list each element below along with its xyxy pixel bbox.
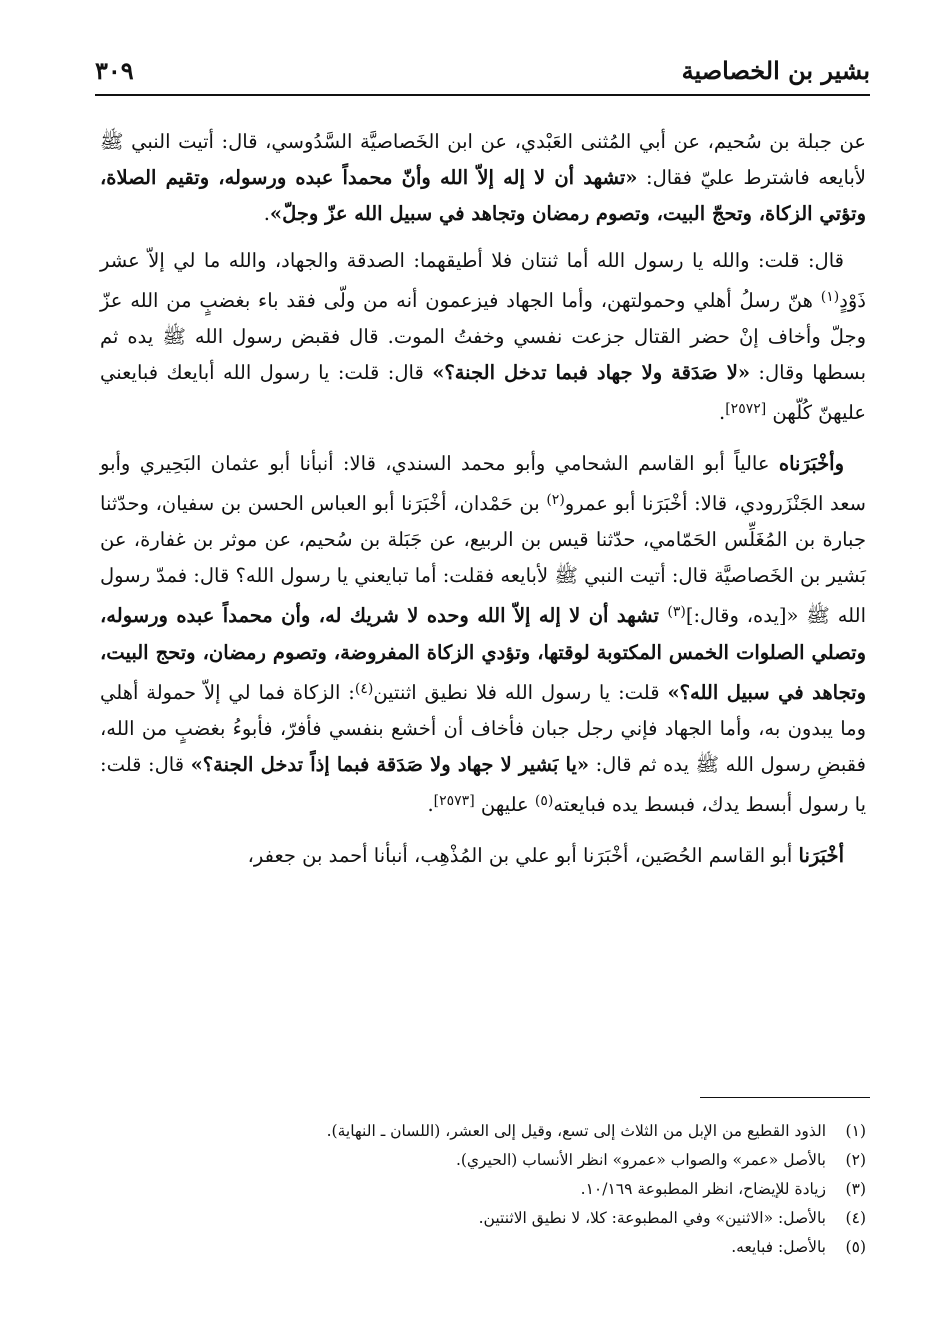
bold-quote: أخْبَرَنا [798,843,844,867]
running-header [95,52,870,92]
bold-quote: «لا صَدَقة ولا جهاد فبما تدخل الجنة؟» [432,361,751,385]
bold-quote: «يا بَشير لا جهاد ولا صَدَقة فبما إذاً تدخل الجنة؟» [190,753,590,777]
footnote-text: زيادة للإيضاح، انظر المطبوعة ١٠/١٦٩. [580,1180,826,1198]
footnote [180,1204,866,1233]
text-run: . [719,401,726,425]
text-run: عليهن [474,793,535,817]
main-text [100,124,866,884]
text-run: هنّ رسلُ أهلي وحمولتهن، وأما الجهاد فيزعمون أنه من ولّى فقد باء بغضبٍ من الله عزّ وجلّ وأخاف إنْ حضر القتال جزعت نفسي وخفتُ الموت. قال فقبض رسول الله ﷺ يده ثم بسطها وقال: [100,288,867,385]
footnote-reference: [٢٥٧٢] [725,401,767,418]
chapter-title: بشير بن الخصاصية [681,56,870,85]
text-run: أبو القاسم الحُصَين، أخْبَرَنا أبو علي بن المُذْهِب، أنبأنا أحمد بن جعفر، [247,843,799,867]
header-divider [95,94,870,96]
text-run: : الزكاة فما لي إلاّ حمولة أهلي وما يبدون به، وأما الجهاد فإني رجل جبان فأخاف أن أخشع بنفسي فأفرّ، فأبوءُ بغضبٍ من الله، فقبضِ رسول الله ﷺ يده ثم قال: [100,680,866,777]
text-run: . [427,793,434,817]
footnote-reference: (٥) [534,793,554,810]
paragraph [100,446,866,824]
footnote-text: بالأصل «عمر» والصواب «عمرو» انظر الأنساب (الحيري). [455,1151,826,1169]
footnote-text: بالأصل: فبايعه. [731,1238,826,1256]
footnote-reference: (٣) [667,604,686,621]
footnote-divider [700,1097,870,1098]
footnote-reference: (١) [820,288,840,305]
text-run: عن جبلة بن سُحيم، عن أبي المُثنى العَبْدي، عن ابن الخَصاصيَّة السَّدُوسي، قال: أتيت النبي ﷺ لأبايعه فاشترط عليّ فقال: [100,130,867,190]
footnote [180,1233,866,1262]
text-run: بن حَمْدان، أخْبَرَنا أبو العباس الحسن بن سفيان، وحدّثنا جبارة بن المُغَلِّس الحَمّامي، حدّثنا قيس بن الربيع، عن جَبَلة بن سُحيم، عن موثر بن غفارة، عن بَشير بن الخَصاصيَّة قال: أتيت النبي ﷺ لأبايعه فقلت: أما تبايعني يا رسول الله؟ قال: فمدّ رسول الله ﷺ «[يده، وقال:] [100,491,866,628]
text-run: قلت: يا رسول الله فلا نطيق اثنتين [373,680,668,704]
text-run: . [263,202,270,226]
footnote [180,1117,866,1146]
text-run: قال: قلت: يا رسول أبسط يدك، فبسط يده فبايعته [100,753,866,817]
paragraph [100,124,866,233]
footnote-reference: [٢٥٧٣] [433,793,475,810]
footnotes [180,1117,866,1262]
footnote-number: (٤) [845,1209,866,1227]
footnote-reference: (٢) [546,491,565,508]
text-run: عالياً أبو القاسم الشحامي وأبو محمد السندي، قالا: أنبأنا أبو عثمان البَحِيري وأبو سعد الجَنْزَرودي، قالا: أخْبَرَنا أبو عمرو [100,451,866,515]
footnote-text: بالأصل: «الاثنين» وفي المطبوعة: كلا، لا نطيق الاثنتين. [478,1209,826,1227]
footnote-reference: (٤) [354,680,374,697]
paragraph [100,243,866,432]
text-run: قال: قلت: يا رسول الله أبايعك فبايعني عليهنّ كُلّهن [100,361,866,425]
footnote-number: (١) [845,1122,866,1140]
bold-quote: تشهد أن لا إله إلاّ الله وحده لا شريك له، وأن محمداً عبده ورسوله، وتصلي الصلوات الخمس المكتوبة لوقتها، وتؤدي الزكاة المفروضة، وتصوم رمضان، وتحج البيت، وتجاهد في سبيل الله؟» [100,604,866,704]
paragraph [100,838,866,874]
bold-quote: وأخْبَرَناه [778,451,844,475]
footnote-number: (٥) [845,1238,866,1256]
text-run: قال: قلت: والله يا رسول الله أما ثنتان فلا أطيقهما: الصدقة والجهاد، والله ما لي إلاّ عشر ذَوْدٍ [100,248,866,312]
footnote [180,1146,866,1175]
bold-quote: «تشهد أن لا إله إلاّ الله وأنّ محمداً عبده ورسوله، وتقيم الصلاة، وتؤتي الزكاة، وتحجّ البيت، وتصوم رمضان وتجاهد في سبيل الله عزّ وجلّ» [100,166,866,226]
footnote-number: (٢) [845,1151,866,1169]
footnote-text: الذود القطيع من الإبل من الثلاث إلى تسع، وقيل إلى العشر، (اللسان ـ النهاية). [326,1122,826,1140]
page-number: ٣٠٩ [95,56,134,85]
footnote-number: (٣) [845,1180,866,1198]
footnote [180,1175,866,1204]
